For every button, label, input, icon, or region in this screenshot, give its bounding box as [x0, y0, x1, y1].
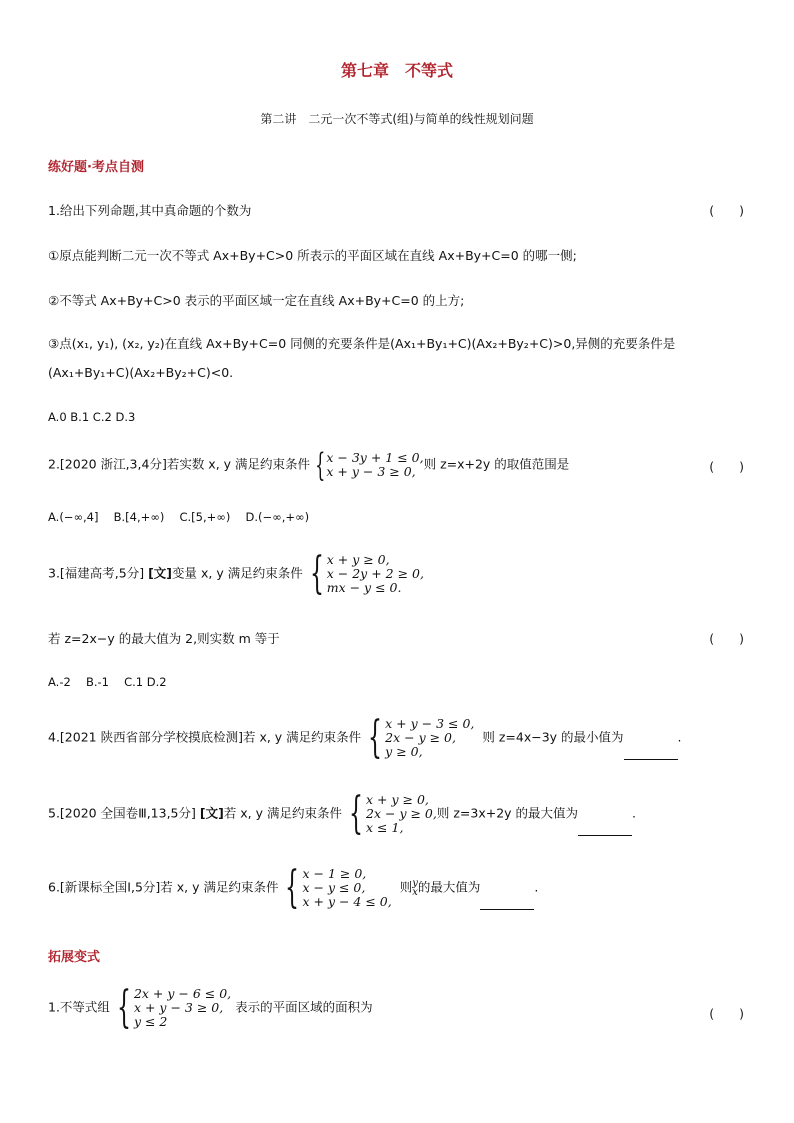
q3-constraint-2: x − 2y + 2 ≥ 0,	[326, 566, 424, 581]
e1-constraint-1: 2x + y − 6 ≤ 0,	[133, 986, 232, 1001]
q3-constraint-3: mx − y ≤ 0.	[326, 580, 402, 595]
q6-end: .	[534, 879, 539, 895]
e1-answer-paren: ( )	[709, 1006, 744, 1021]
q3-prefix-a: 3.[福建高考,5分]	[48, 565, 149, 581]
e1-prefix: 1.不等式组	[48, 999, 110, 1015]
q6-line	[48, 862, 539, 913]
q5-suffix: 则 z=3x+2y 的最大值为	[436, 805, 579, 821]
q4-constraint-2: 2x − y ≥ 0,	[385, 730, 456, 745]
q4-line	[48, 712, 682, 763]
q4-end: .	[677, 729, 682, 745]
q6-fraction-numerator: y	[412, 878, 418, 889]
q1-stem: 1.给出下列命题,其中真命题的个数为	[48, 203, 252, 218]
q5-line	[48, 788, 637, 839]
q6-suffix-b: 的最大值为	[417, 879, 481, 895]
e1-suffix: 表示的平面区域的面积为	[235, 999, 373, 1015]
section-title-extension: 拓展变式	[48, 950, 101, 965]
q6-fraction-denominator: x	[412, 887, 418, 898]
q1-item-3a: ③点(x₁, y₁), (x₂, y₂)在直线 Ax+By+C=0 同侧的充要条件是(Ax₁+By₁+C)(Ax₂+By₂+C)>0,异侧的充要条件是	[48, 336, 676, 351]
q3-prefix-b: 变量 x, y 满足约束条件	[172, 565, 303, 581]
q4-constraint-1: x + y − 3 ≤ 0,	[385, 716, 475, 731]
lesson-title: 第二讲 二元一次不等式(组)与简单的线性规划问题	[260, 112, 534, 126]
q2-prefix: 2.[2020 浙江,3,4分]若实数 x, y 满足约束条件	[48, 456, 311, 472]
q2-line	[48, 446, 570, 484]
q5-constraint-1: x + y ≥ 0,	[366, 792, 429, 807]
q3-options: A.-2 B.-1 C.1 D.2	[48, 675, 167, 689]
q2-answer-paren: ( )	[709, 459, 744, 474]
q6-suffix-a: 则	[399, 879, 413, 895]
q4-constraint-system	[361, 712, 475, 763]
q2-constraint-1: x − 3y + 1 ≤ 0,	[326, 450, 424, 465]
q1-item-1: ①原点能判断二元一次不等式 Ax+By+C>0 所表示的平面区域在直线 Ax+By+C=0 的哪一侧;	[48, 248, 577, 263]
q2-suffix: 则 z=x+2y 的取值范围是	[423, 456, 570, 472]
e1-constraint-system	[110, 982, 232, 1033]
q5-prefix-a: 5.[2020 全国卷Ⅲ,13,5分]	[48, 805, 200, 821]
q4-prefix: 4.[2021 陕西省部分学校摸底检测]若 x, y 满足约束条件	[48, 729, 362, 745]
q6-answer-blank	[480, 897, 534, 910]
q4-suffix: 则 z=4x−3y 的最小值为	[482, 729, 624, 745]
q3-stem-2: 若 z=2x−y 的最大值为 2,则实数 m 等于	[48, 631, 280, 646]
left-brace-icon: {	[309, 548, 324, 599]
q6-constraint-2: x − y ≤ 0,	[302, 880, 366, 895]
q1-item-3b: (Ax₁+By₁+C)(Ax₂+By₂+C)<0.	[48, 365, 234, 380]
q2-constraint-2: x + y − 3 ≥ 0,	[326, 464, 416, 479]
q1-item-2: ②不等式 Ax+By+C>0 表示的平面区域一定在直线 Ax+By+C=0 的上方;	[48, 293, 465, 308]
q3-constraint-system	[303, 548, 424, 599]
q5-constraint-3: x ≤ 1,	[366, 820, 404, 835]
q5-constraint-system	[342, 788, 437, 839]
q4-constraint-3: y ≥ 0,	[385, 744, 423, 759]
q3-constraint-1: x + y ≥ 0,	[326, 552, 390, 567]
left-brace-icon: {	[285, 862, 300, 913]
left-brace-icon: {	[116, 982, 131, 1033]
q5-constraint-2: 2x − y ≥ 0,	[366, 806, 437, 821]
chapter-title: 第七章 不等式	[340, 61, 453, 80]
q1-answer-paren: ( )	[709, 203, 744, 218]
left-brace-icon: {	[315, 446, 326, 484]
e1-constraint-3: y ≤ 2	[133, 1014, 168, 1029]
q4-answer-blank	[624, 747, 678, 760]
q6-constraint-system	[278, 862, 392, 913]
left-brace-icon: {	[368, 712, 383, 763]
q2-constraint-system	[310, 446, 424, 484]
q6-constraint-3: x + y − 4 ≤ 0,	[302, 894, 392, 909]
q3-line	[48, 548, 424, 599]
e1-constraint-2: x + y − 3 ≥ 0,	[133, 1000, 224, 1015]
e1-line	[48, 982, 373, 1033]
left-brace-icon: {	[349, 788, 364, 839]
q5-prefix-b: 若 x, y 满足约束条件	[223, 805, 343, 821]
q5-tag: [文]	[199, 805, 224, 821]
q2-options: A.(−∞,4] B.[4,+∞) C.[5,+∞) D.(−∞,+∞)	[48, 510, 310, 524]
section-title-self-test: 练好题·考点自测	[48, 160, 144, 175]
q6-prefix: 6.[新课标全国Ⅰ,5分]若 x, y 满足约束条件	[48, 879, 279, 895]
q6-constraint-1: x − 1 ≥ 0,	[302, 866, 367, 881]
q3-answer-paren: ( )	[709, 631, 744, 646]
q3-tag: [文]	[148, 565, 173, 581]
q5-answer-blank	[578, 823, 632, 836]
q5-end: .	[632, 805, 637, 821]
q1-options: A.0 B.1 C.2 D.3	[48, 410, 136, 424]
